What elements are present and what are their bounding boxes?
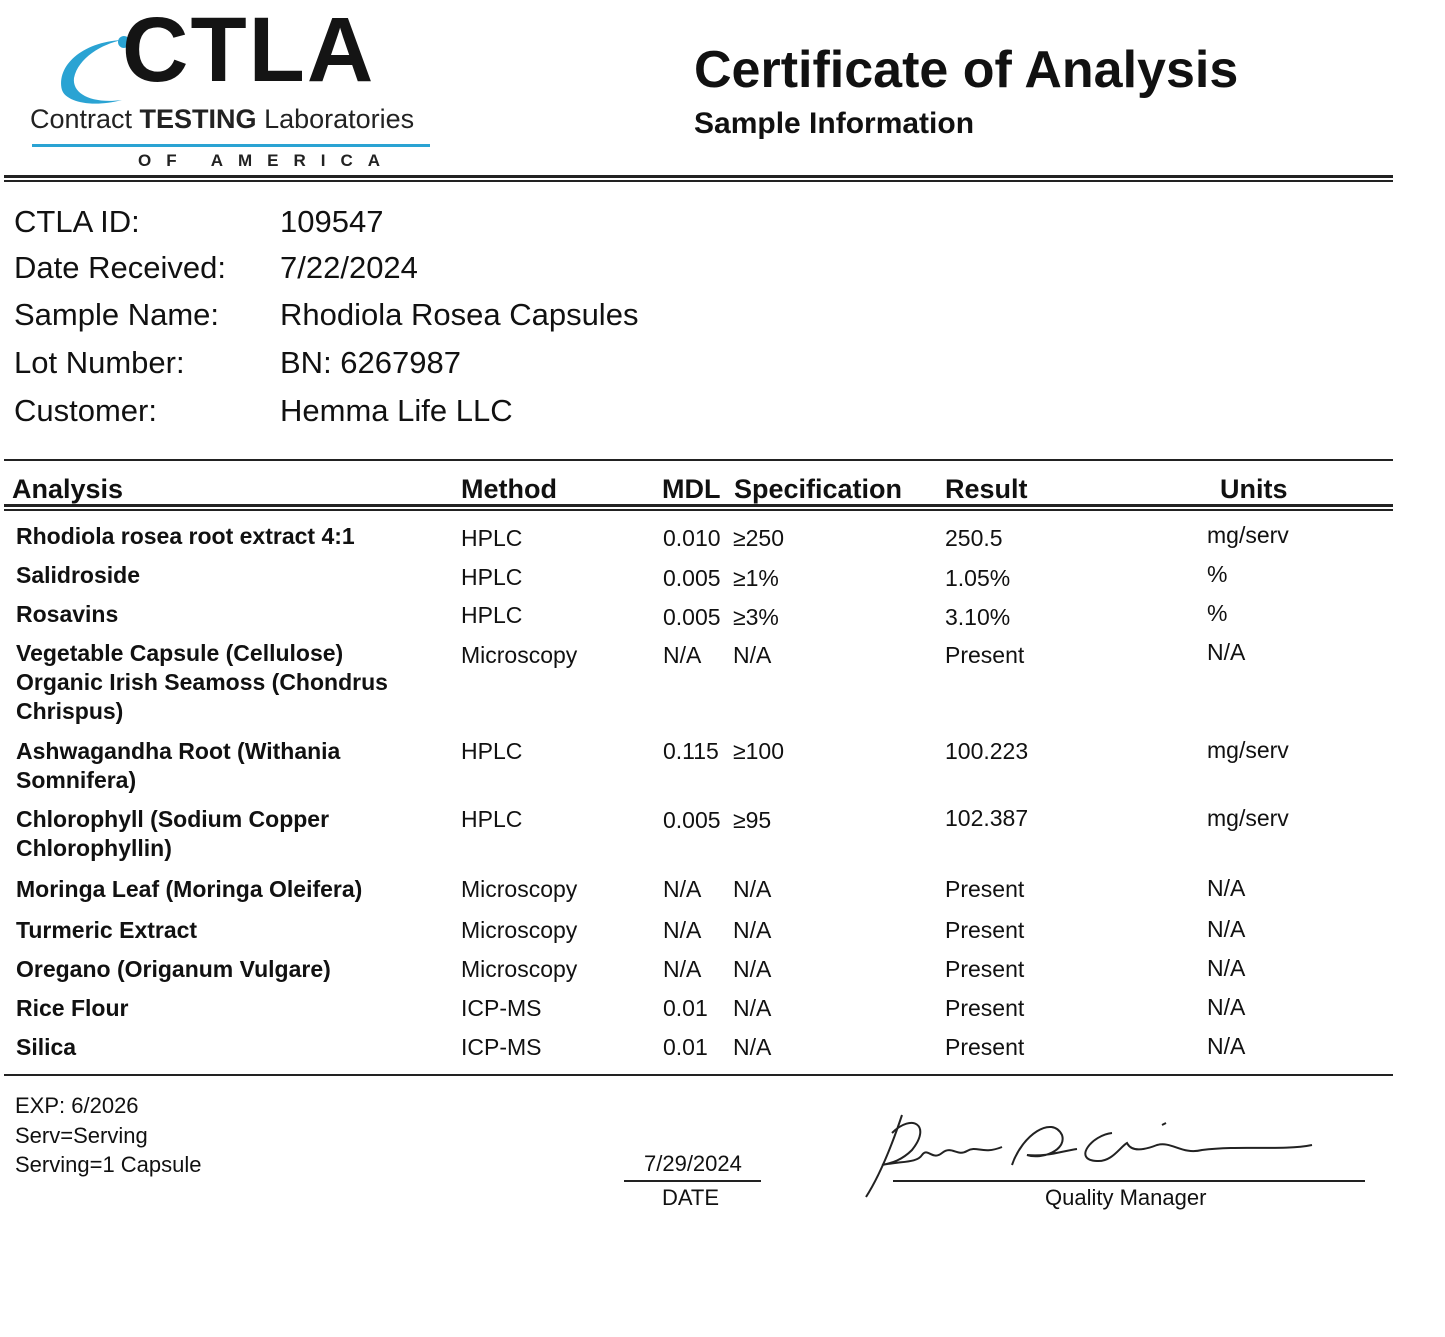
cell-spec: N/A (733, 917, 772, 943)
cell-spec: ≥250 (733, 525, 784, 551)
cell-analysis: Rhodiola rosea root extract 4:1 (16, 523, 355, 549)
signer-title: Quality Manager (1045, 1185, 1207, 1210)
date-label: DATE (662, 1185, 720, 1210)
cell-mdl: 0.01 (663, 1034, 708, 1060)
logo-mark: CTLA (122, 0, 376, 101)
cell-mdl: 0.005 (663, 807, 721, 833)
cell-spec: ≥100 (733, 738, 784, 764)
col-header-result: Result (945, 474, 1028, 504)
cell-method: Microscopy (461, 917, 578, 943)
cell-result: Present (945, 642, 1025, 668)
info-label: Sample Name: (14, 297, 220, 332)
cell-analysis: Rice Flour (16, 995, 129, 1021)
cell-analysis: Rosavins (16, 601, 119, 627)
cell-result: Present (945, 995, 1025, 1021)
cell-units: N/A (1207, 1033, 1246, 1059)
cell-analysis: Moringa Leaf (Moringa Oleifera) (16, 876, 363, 902)
cell-units: N/A (1207, 875, 1246, 901)
cell-result: 3.10% (945, 604, 1011, 630)
info-value: Hemma Life LLC (280, 393, 513, 428)
cell-mdl: 0.005 (663, 565, 721, 591)
note-expiry: EXP: 6/2026 (15, 1093, 139, 1118)
logo-subtitle: Contract TESTING Laboratories (30, 104, 415, 134)
cell-mdl: N/A (663, 917, 702, 943)
header-divider (4, 175, 1393, 182)
signature-line (893, 1180, 1365, 1182)
cell-mdl: N/A (663, 876, 702, 902)
cell-mdl: N/A (663, 642, 702, 668)
cell-result: Present (945, 956, 1025, 982)
cell-spec: ≥3% (733, 604, 779, 630)
cell-mdl: N/A (663, 956, 702, 982)
cell-method: ICP-MS (461, 1034, 542, 1060)
cell-method: HPLC (461, 806, 523, 832)
table-top-rule (4, 459, 1393, 461)
cell-spec: N/A (733, 956, 772, 982)
col-header-method: Method (461, 474, 557, 504)
info-value: 109547 (280, 204, 384, 239)
cell-result: Present (945, 917, 1025, 943)
info-label: Lot Number: (14, 345, 185, 380)
cell-method: Microscopy (461, 876, 578, 902)
info-value: Rhodiola Rosea Capsules (280, 297, 639, 332)
note-serving-size: Serving=1 Capsule (15, 1152, 202, 1177)
table-header-divider (4, 504, 1393, 511)
cell-result: Present (945, 1034, 1025, 1060)
cell-units: % (1207, 600, 1228, 626)
logo-rule (32, 144, 430, 147)
cell-units: mg/serv (1207, 522, 1289, 548)
cell-units: % (1207, 561, 1228, 587)
cell-mdl: 0.115 (663, 738, 719, 764)
cell-analysis: Turmeric Extract (16, 917, 198, 943)
cell-analysis: Oregano (Origanum Vulgare) (16, 956, 331, 982)
cell-result: Present (945, 876, 1025, 902)
cell-spec: ≥1% (733, 565, 779, 591)
col-header-mdl: MDL (662, 474, 721, 504)
table-bottom-rule (4, 1074, 1393, 1076)
cell-units: N/A (1207, 994, 1246, 1020)
page-subtitle: Sample Information (694, 107, 975, 140)
col-header-specification: Specification (734, 474, 903, 504)
cell-result: 250.5 (945, 525, 1003, 551)
info-label: CTLA ID: (14, 204, 140, 239)
cell-spec: N/A (733, 876, 772, 902)
cell-method: HPLC (461, 564, 523, 590)
logo-country: OF AMERICA (138, 151, 396, 170)
cell-spec: N/A (733, 1034, 772, 1060)
info-label: Customer: (14, 393, 157, 428)
cell-units: mg/serv (1207, 737, 1289, 763)
cell-method: HPLC (461, 602, 523, 628)
cell-analysis: Vegetable Capsule (Cellulose) Organic Irish Seamoss (Chondrus Chrispus) (16, 640, 388, 724)
cell-analysis: Chlorophyll (Sodium Copper Chlorophyllin) (16, 806, 330, 861)
cell-spec: N/A (733, 642, 772, 668)
info-value: BN: 6267987 (280, 345, 461, 380)
cell-method: Microscopy (461, 642, 578, 668)
cell-units: N/A (1207, 639, 1246, 665)
cell-result: 1.05% (945, 565, 1011, 591)
cell-method: HPLC (461, 525, 523, 551)
date-line (624, 1180, 761, 1182)
cell-mdl: 0.01 (663, 995, 708, 1021)
cell-units: N/A (1207, 916, 1246, 942)
cell-mdl: 0.005 (663, 604, 721, 630)
cell-spec: N/A (733, 995, 772, 1021)
cell-analysis: Ashwagandha Root (Withania Somnifera) (16, 738, 341, 793)
cell-analysis: Salidroside (16, 562, 140, 588)
cell-units: mg/serv (1207, 805, 1289, 831)
page-title: Certificate of Analysis (694, 41, 1239, 99)
cell-method: HPLC (461, 738, 523, 764)
info-value: 7/22/2024 (280, 250, 418, 285)
col-header-analysis: Analysis (12, 474, 124, 504)
cell-analysis: Silica (16, 1034, 77, 1060)
cell-method: Microscopy (461, 956, 578, 982)
cell-units: N/A (1207, 955, 1246, 981)
cell-mdl: 0.010 (663, 525, 721, 551)
cell-result: 100.223 (945, 738, 1029, 764)
ctla-logo (22, 0, 442, 178)
signature-date: 7/29/2024 (644, 1151, 742, 1176)
cell-result: 102.387 (945, 805, 1029, 831)
col-header-units: Units (1220, 474, 1288, 504)
info-label: Date Received: (14, 250, 226, 285)
note-serv-definition: Serv=Serving (15, 1123, 148, 1148)
cell-spec: ≥95 (733, 807, 772, 833)
cell-method: ICP-MS (461, 995, 542, 1021)
